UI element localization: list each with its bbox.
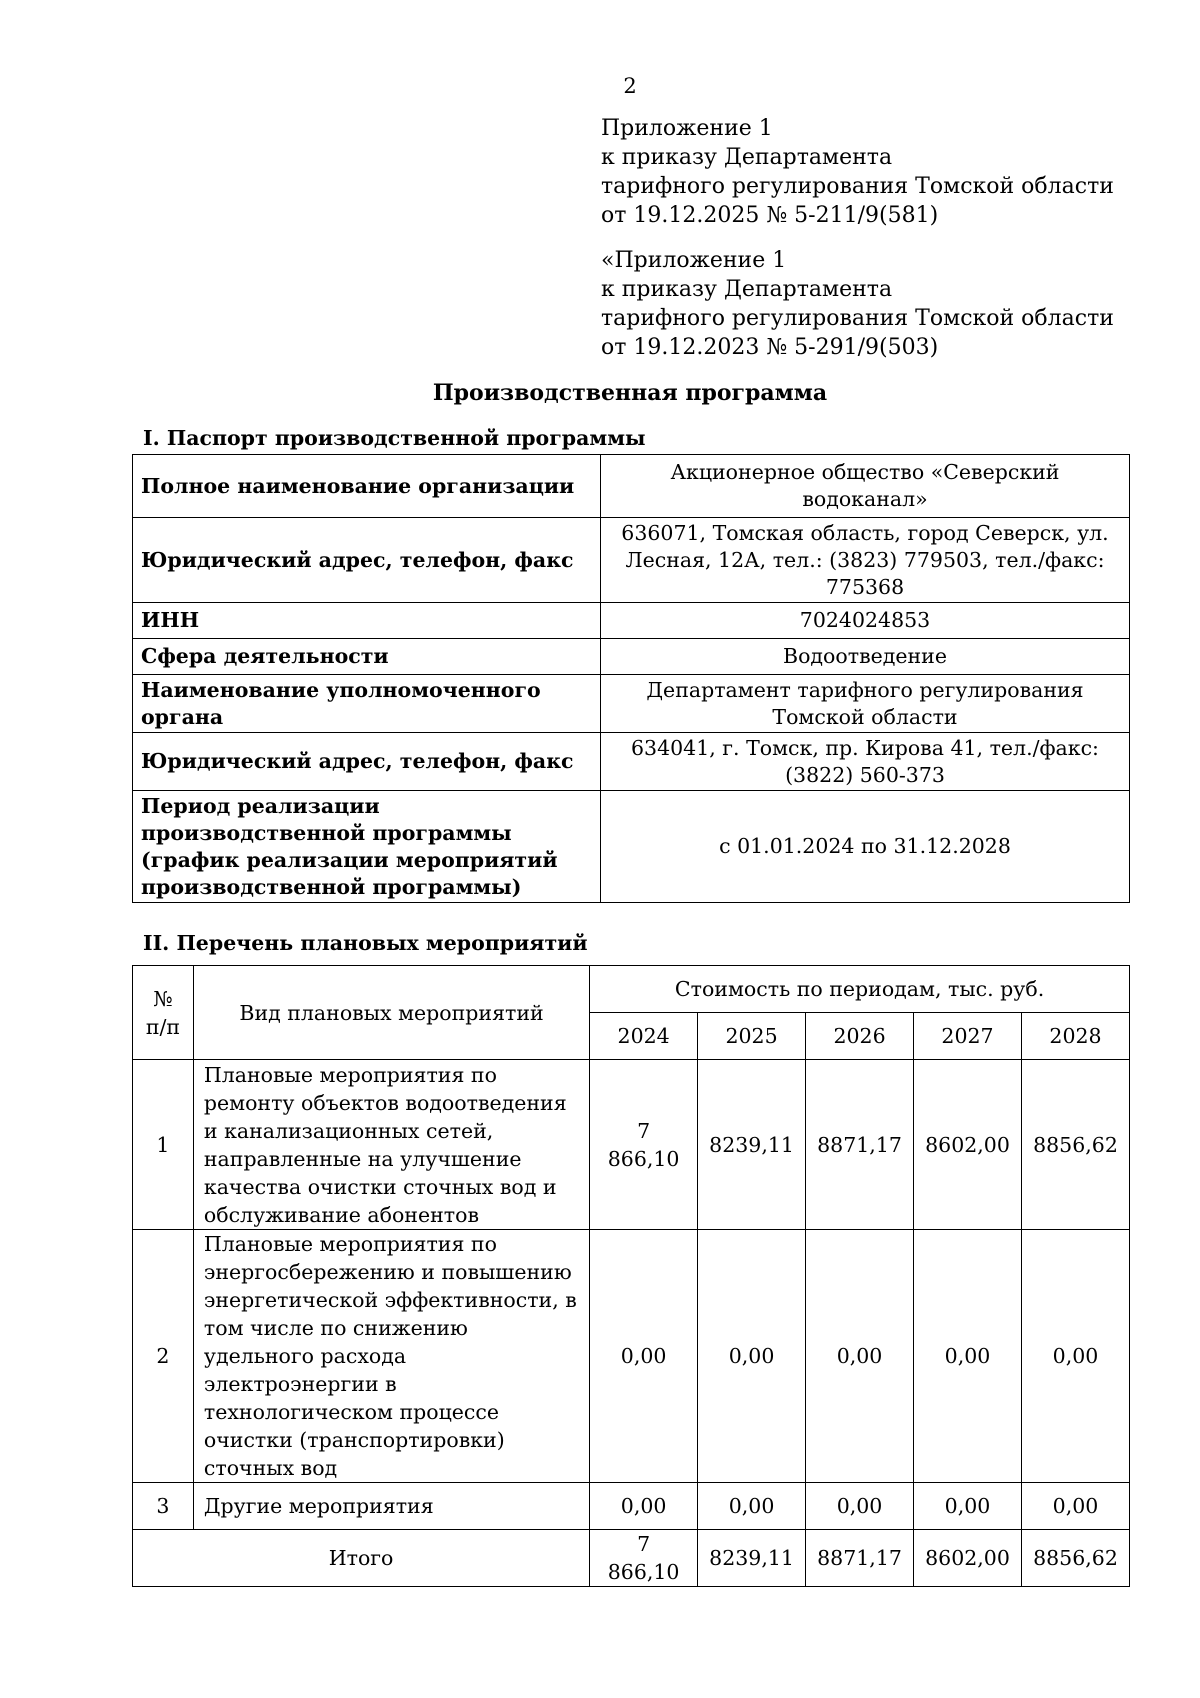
section2-heading: II. Перечень плановых мероприятий — [143, 931, 588, 955]
row-number: 1 — [133, 1060, 194, 1230]
total-label: Итого — [133, 1530, 590, 1587]
passport-label: ИНН — [133, 603, 601, 639]
cost-cell: 0,00 — [1021, 1230, 1129, 1483]
measure-name: Другие мероприятия — [193, 1483, 589, 1530]
cost-cell: 0,00 — [806, 1230, 914, 1483]
measure-name: Плановые мероприятия по ремонту объектов водоотведения и канализационных сетей, направленные на улучшение качества очистки сточных вод и обслуживание абонентов — [193, 1060, 589, 1230]
appendix-line: к приказу Департамента — [601, 277, 893, 302]
cost-cell: 0,00 — [590, 1230, 698, 1483]
appendix-line: «Приложение 1 — [601, 248, 787, 273]
cost-cell: 0,00 — [1021, 1483, 1129, 1530]
section1-heading: I. Паспорт производственной программы — [143, 426, 646, 450]
passport-label: Период реализации производственной программы (график реализации мероприятий производственной программы) — [133, 791, 601, 903]
measures-table — [132, 965, 1130, 1587]
passport-label: Юридический адрес, телефон, факс — [133, 733, 601, 791]
appendix-line: Приложение 1 — [601, 116, 773, 141]
passport-row — [133, 675, 1130, 733]
cost-cell: 0,00 — [698, 1483, 806, 1530]
cost-cell: 8602,00 — [914, 1060, 1022, 1230]
appendix-line: от 19.12.2023 № 5-291/9(503) — [601, 335, 939, 360]
appendix-line: от 19.12.2025 № 5-211/9(581) — [601, 203, 939, 228]
appendix-current — [601, 114, 1114, 230]
passport-value: 636071, Томская область, город Северск, ул. Лесная, 12А, тел.: (3823) 779503, тел./факс: 775368 — [601, 518, 1130, 603]
col-header-num: № п/п — [133, 966, 194, 1060]
passport-row — [133, 639, 1130, 675]
passport-row — [133, 791, 1130, 903]
passport-table — [132, 454, 1130, 903]
table-row — [133, 1483, 1130, 1530]
cost-cell: 8856,62 — [1021, 1060, 1129, 1230]
cost-cell: 0,00 — [698, 1230, 806, 1483]
passport-value: Водоотведение — [601, 639, 1130, 675]
total-cell: 7 866,10 — [590, 1530, 698, 1587]
page-number: 2 — [623, 74, 637, 98]
appendix-previous — [601, 246, 1114, 362]
total-cell: 8239,11 — [698, 1530, 806, 1587]
passport-value: Департамент тарифного регулирования Томской области — [601, 675, 1130, 733]
passport-value: с 01.01.2024 по 31.12.2028 — [601, 791, 1130, 903]
year-header: 2026 — [806, 1013, 914, 1060]
appendix-line: тарифного регулирования Томской области — [601, 306, 1114, 331]
table-row — [133, 1060, 1130, 1230]
passport-label: Сфера деятельности — [133, 639, 601, 675]
passport-value: 634041, г. Томск, пр. Кирова 41, тел./факс: (3822) 560-373 — [601, 733, 1130, 791]
year-header: 2028 — [1021, 1013, 1129, 1060]
total-row — [133, 1530, 1130, 1587]
passport-row — [133, 455, 1130, 518]
col-header-cost: Стоимость по периодам, тыс. руб. — [590, 966, 1130, 1013]
total-cell: 8856,62 — [1021, 1530, 1129, 1587]
cost-cell: 0,00 — [914, 1230, 1022, 1483]
cost-cell: 8871,17 — [806, 1060, 914, 1230]
year-header: 2027 — [914, 1013, 1022, 1060]
col-header-name: Вид плановых мероприятий — [193, 966, 589, 1060]
passport-row — [133, 518, 1130, 603]
cost-cell: 0,00 — [914, 1483, 1022, 1530]
measure-name: Плановые мероприятия по энергосбережению и повышению энергетической эффективности, в том числе по снижению удельного расхода электроэнергии в технологическом процессе очистки (транспортировки) сточных вод — [193, 1230, 589, 1483]
cost-cell: 0,00 — [806, 1483, 914, 1530]
row-number: 3 — [133, 1483, 194, 1530]
cost-cell: 8239,11 — [698, 1060, 806, 1230]
total-cell: 8871,17 — [806, 1530, 914, 1587]
appendix-line: к приказу Департамента — [601, 145, 893, 170]
passport-label: Юридический адрес, телефон, факс — [133, 518, 601, 603]
total-cell: 8602,00 — [914, 1530, 1022, 1587]
table-row — [133, 1230, 1130, 1483]
passport-row — [133, 603, 1130, 639]
appendix-line: тарифного регулирования Томской области — [601, 174, 1114, 199]
passport-value: Акционерное общество «Северский водоканал» — [601, 455, 1130, 518]
document-title: Производственная программа — [432, 380, 828, 406]
cost-cell: 0,00 — [590, 1483, 698, 1530]
cost-cell: 7 866,10 — [590, 1060, 698, 1230]
header-row — [133, 966, 1130, 1013]
year-header: 2024 — [590, 1013, 698, 1060]
passport-label: Наименование уполномоченного органа — [133, 675, 601, 733]
passport-row — [133, 733, 1130, 791]
year-header: 2025 — [698, 1013, 806, 1060]
passport-value: 7024024853 — [601, 603, 1130, 639]
row-number: 2 — [133, 1230, 194, 1483]
passport-label: Полное наименование организации — [133, 455, 601, 518]
